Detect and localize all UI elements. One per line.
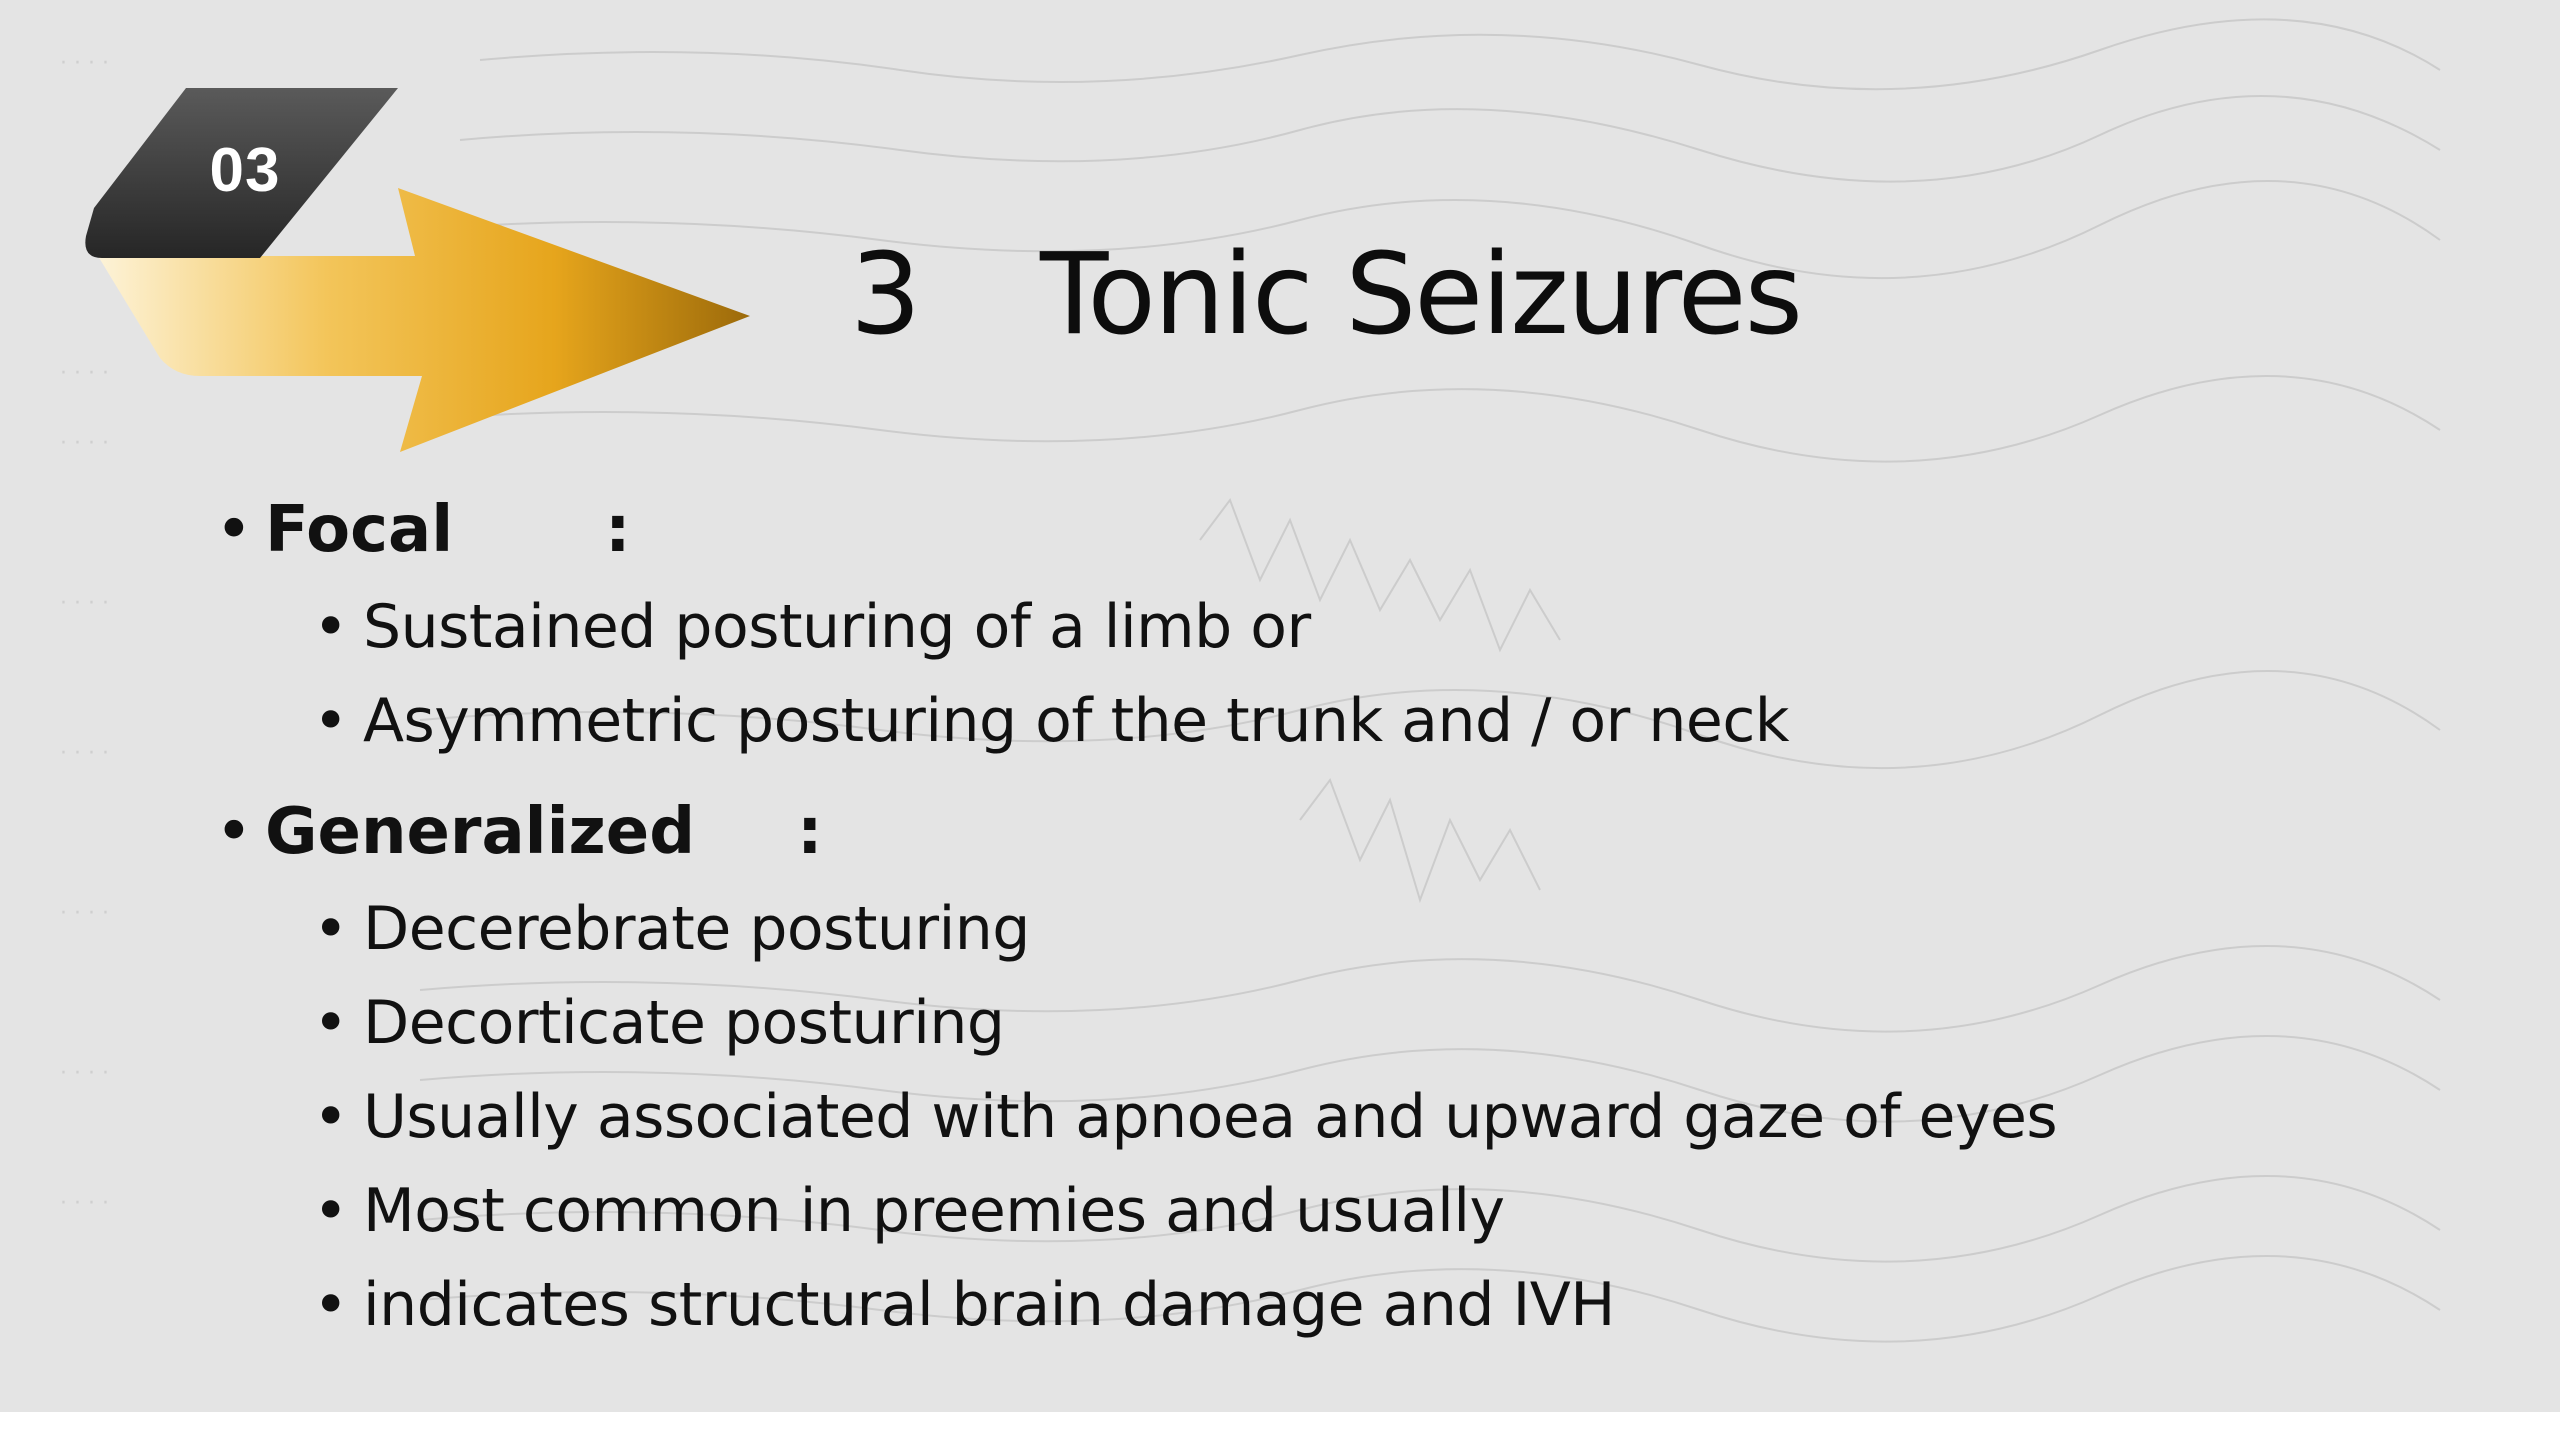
bullet-list: [215, 480, 2415, 1352]
list-item-text: Decerebrate posturing: [363, 894, 1030, 964]
title-number: 3: [850, 230, 920, 360]
section-heading-focal: [215, 480, 2415, 580]
svg-text:· · · ·: · · · ·: [60, 1061, 109, 1086]
heading-label: Focal: [265, 493, 454, 567]
list-item: [215, 882, 2415, 976]
svg-text:· · · ·: · · · ·: [60, 591, 109, 616]
badge-arrow-graphic: [80, 80, 780, 460]
list-item-text: Decorticate posturing: [363, 988, 1005, 1058]
bullet-icon: •: [313, 1176, 348, 1246]
bullet-icon: •: [313, 988, 348, 1058]
svg-text:· · · ·: · · · ·: [60, 1191, 109, 1216]
svg-text:· · · ·: · · · ·: [60, 901, 109, 926]
heading-label: Generalized: [265, 795, 695, 869]
list-item: [215, 1070, 2415, 1164]
bullet-icon: •: [313, 592, 348, 662]
list-item: [215, 976, 2415, 1070]
heading-colon: :: [797, 795, 823, 869]
svg-text:· · · ·: · · · ·: [60, 51, 109, 76]
bullet-icon: •: [313, 894, 348, 964]
svg-text:· · · ·: · · · ·: [60, 361, 109, 386]
list-item-text: Sustained posturing of a limb or: [363, 592, 1311, 662]
list-item-text: Asymmetric posturing of the trunk and / or neck: [363, 686, 1790, 756]
svg-text:· · · ·: · · · ·: [60, 431, 109, 456]
bullet-icon: •: [215, 795, 253, 869]
title-text: Tonic Seizures: [1040, 230, 1801, 360]
heading-colon: :: [605, 493, 631, 567]
bottom-strip: [0, 1412, 2560, 1440]
section-number-badge: 03: [209, 136, 281, 205]
slide-title: [850, 230, 1801, 360]
list-item: [215, 580, 2415, 674]
bullet-icon: •: [313, 686, 348, 756]
list-item-text: Most common in preemies and usually: [363, 1176, 1505, 1246]
list-item-text: Usually associated with apnoea and upward gaze of eyes: [363, 1082, 2058, 1152]
list-item: [215, 1258, 2415, 1352]
bullet-icon: •: [313, 1082, 348, 1152]
svg-text:· · · ·: · · · ·: [60, 741, 109, 766]
bullet-icon: •: [215, 493, 253, 567]
bullet-icon: •: [313, 1270, 348, 1340]
list-item-text: indicates structural brain damage and IVH: [363, 1270, 1615, 1340]
list-item: [215, 674, 2415, 768]
list-item: [215, 1164, 2415, 1258]
section-heading-generalized: [215, 782, 2415, 882]
